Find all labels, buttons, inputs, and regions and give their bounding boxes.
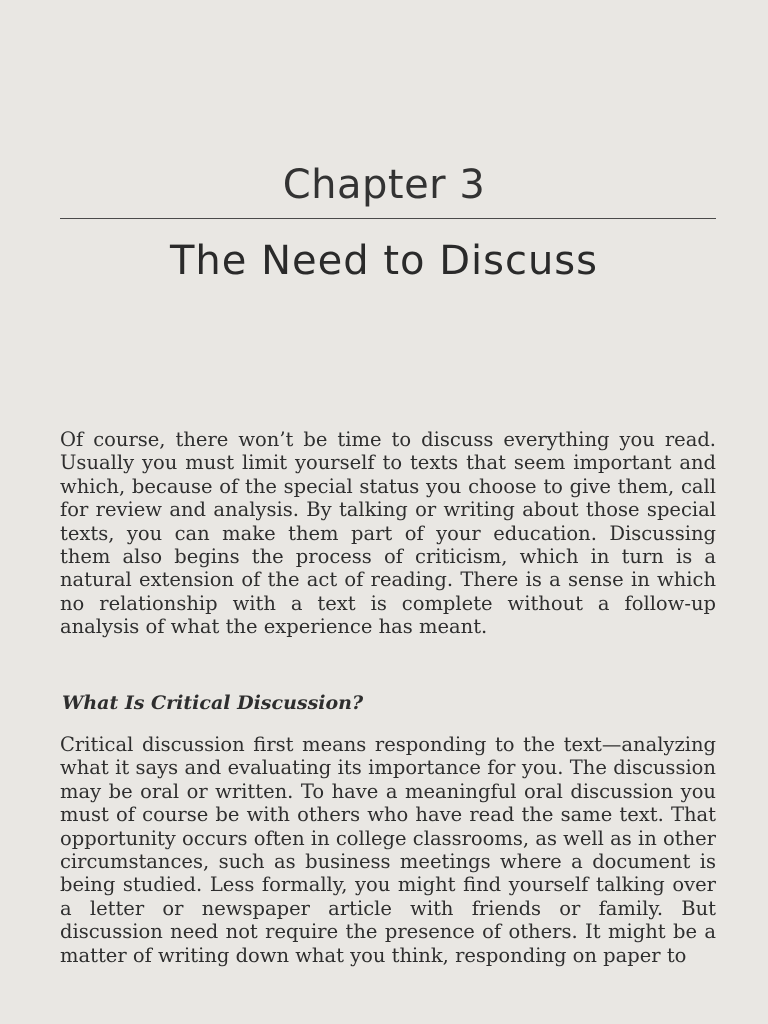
chapter-number: Chapter 3 [282,162,486,208]
paragraph-critical-discussion: Critical discussion first means responding to the text—analyzing what it says and evaluating its importance for you. The discussion may be oral or written. To have a meaningful oral discussion you must of course be with others who have read the same text. That opportunity occurs often in college classrooms, as well as in other circumstances, such as business meetings where a document is being studied. Less formally, you might find yourself talking over a letter or newspaper article with friends or family. But discussion need not require the presence of others. It might be a matter of writing down what you think, responding on paper to [60,733,716,967]
section-heading: What Is Critical Discussion? [62,692,364,714]
chapter-divider [60,218,716,219]
chapter-title: The Need to Discuss [169,238,598,284]
paragraph-intro: Of course, there won’t be time to discuss everything you read. Usually you must limit yourself to texts that seem important and which, because of the special status you choose to give them, call for review and analysis. By talking or writing about those special texts, you can make them part of your education. Discussing them also begins the process of criticism, which in turn is a natural extension of the act of reading. There is a sense in which no relationship with a text is complete without a follow-up analysis of what the experience has meant. [60,428,716,639]
